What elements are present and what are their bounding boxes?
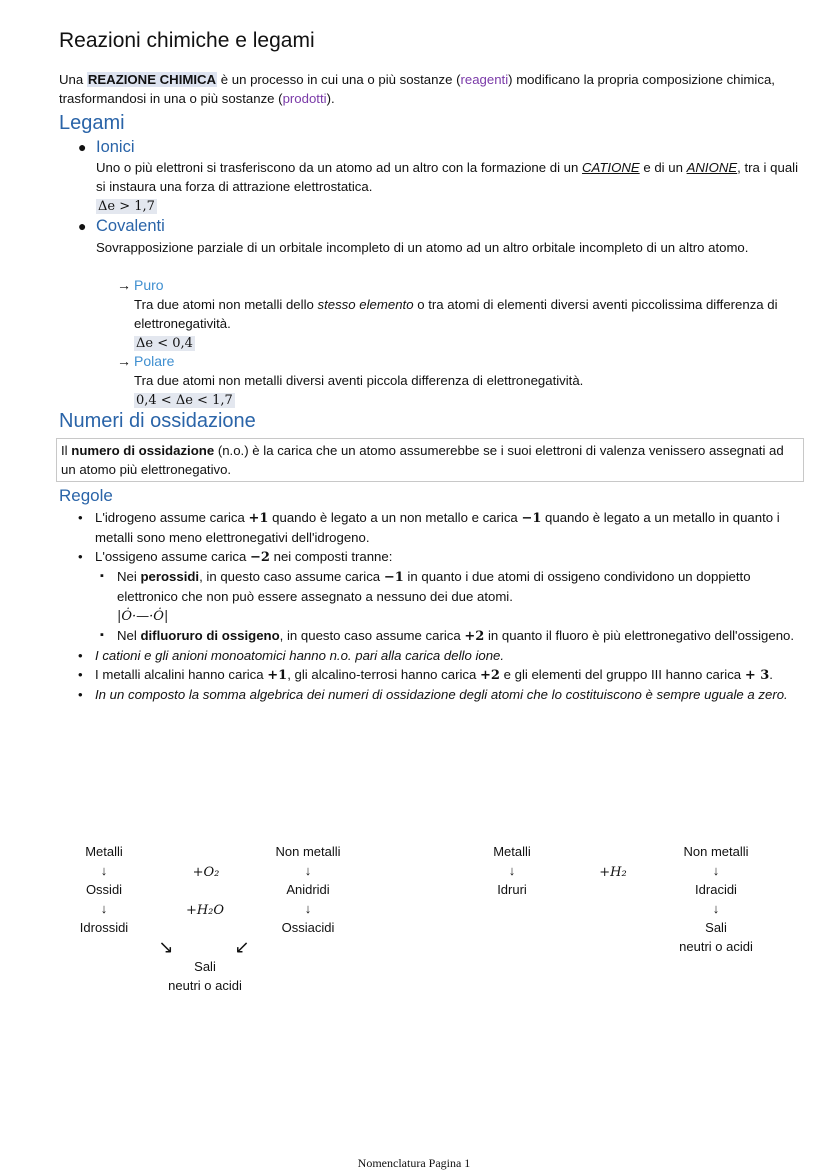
diagram2-idruri: Idruri: [497, 882, 527, 897]
stesso-elemento-term: stesso elemento: [317, 297, 414, 312]
rule-text: , in questo caso assume carica: [279, 628, 465, 643]
charge-value: +1: [267, 668, 288, 683]
square-bullet-icon: ▪: [100, 570, 104, 582]
arrow-down-left-icon: ↙: [234, 937, 250, 957]
square-bullet-icon: ▪: [100, 629, 104, 641]
diagram-plus-h2o: +H₂O: [185, 903, 225, 918]
diagram2-metalli: Metalli: [493, 844, 531, 859]
page-title: Reazioni chimiche e legami: [59, 29, 315, 52]
definition-text: (n.o.) è la carica che un atomo assumerebbe se i suoi elettroni di valenza venissero assegnati ad un atomo più elettronegativo.: [61, 443, 784, 477]
reagenti-term: reagenti: [460, 72, 509, 87]
diagram-anidridi: Anidridi: [286, 882, 330, 897]
arrow-down-right-icon: ↘: [158, 937, 174, 957]
diagram-nonmetalli: Non metalli: [275, 844, 341, 859]
rule-text: in quanto i due atomi di ossigeno condividono un doppietto elettronico che non può essere assegnato a nessuno dei due atomi.: [117, 569, 751, 604]
definition-box: [56, 438, 804, 482]
highlight-reazione-chimica: REAZIONE CHIMICA: [87, 72, 217, 87]
ionici-text: e di un: [639, 160, 687, 175]
rule-ioni: [78, 646, 798, 665]
bullet-dot-icon: •: [78, 687, 83, 702]
arrow-right-icon: →: [117, 277, 131, 293]
puro-formula-row: [134, 333, 784, 353]
puro-text: Tra due atomi non metalli dello: [134, 297, 318, 312]
charge-value: +2: [464, 629, 485, 644]
polare-description: Tra due atomi non metalli diversi aventi piccola differenza di elettronegatività.: [134, 373, 584, 388]
puro-text: o tra atomi di elementi diversi aventi piccolissima differenza di elettronegatività.: [134, 297, 778, 331]
rule-text: I metalli alcalini hanno carica: [95, 667, 268, 682]
ionici-text: , tra i quali si instaura una forza di attrazione elettrostatica.: [96, 160, 799, 194]
intro-paragraph: [59, 70, 799, 108]
definition-text: Il: [61, 443, 72, 458]
ionici-description: [96, 158, 802, 196]
charge-value: −1: [383, 570, 404, 585]
bullet-ionici-label: Ionici: [96, 138, 135, 156]
bullet-dot-icon: •: [78, 667, 83, 682]
heading-legami: Legami: [59, 112, 125, 134]
rule-idrogeno: [78, 508, 798, 547]
down-arrow-icon: ↓: [508, 863, 516, 878]
rule-text: Nei: [117, 569, 141, 584]
catione-term: CATIONE: [582, 160, 640, 175]
rule-text: In un composto la somma algebrica dei numeri di ossidazione degli atomi che lo costituiscono è sempre uguale a zero.: [95, 687, 788, 702]
rule-text: nei composti tranne:: [269, 549, 393, 564]
rule-text: , gli alcalino-terrosi hanno carica: [287, 667, 480, 682]
ionici-text: Uno o più elettroni si trasferiscono da un atomo ad un altro con la formazione di un: [96, 160, 583, 175]
rules-list: [78, 508, 798, 704]
page-footer: Nomenclatura Pagina 1: [357, 1156, 471, 1170]
puro-heading: [117, 276, 164, 295]
down-arrow-icon: ↓: [100, 863, 108, 878]
bullet-dot-icon: ●: [78, 218, 87, 234]
diagram-ossiacidi: Ossiacidi: [281, 920, 335, 935]
down-arrow-icon: ↓: [304, 901, 312, 916]
rule-text: quando è legato a un non metallo e carica: [268, 510, 522, 525]
perossido-formula: |Ȯ·—·Ȯ|: [117, 609, 169, 624]
bullet-dot-icon: •: [78, 510, 83, 525]
diagram2-neutri-acidi: neutri o acidi: [679, 939, 753, 954]
bullet-covalenti-label: Covalenti: [96, 217, 165, 235]
polare-label: Polare: [134, 353, 175, 369]
arrow-right-icon: →: [117, 353, 131, 369]
bullet-dot-icon: ●: [78, 139, 87, 155]
rule-text: , in questo caso assume carica: [199, 569, 384, 584]
heading-numeri-ossidazione: Numeri di ossidazione: [59, 410, 256, 432]
rule-text: e gli elementi del gruppo III hanno carica: [499, 667, 745, 682]
rule-ossigeno: [78, 547, 798, 567]
down-arrow-icon: ↓: [304, 863, 312, 878]
numero-ossidazione-term: numero di ossidazione: [71, 443, 215, 458]
rule-text: .: [769, 667, 773, 682]
polare-formula: 0,4 < Δe < 1,7: [136, 393, 233, 408]
charge-value: −1: [521, 511, 542, 526]
diagram-sali: Sali: [194, 959, 216, 974]
rule-text: L'idrogeno assume carica: [95, 510, 249, 525]
rule-text: I cationi e gli anioni monoatomici hanno n.o. pari alla carica dello ione.: [95, 648, 505, 663]
rule-text: L'ossigeno assume carica: [95, 549, 250, 564]
charge-value: −2: [250, 550, 270, 565]
prodotti-term: prodotti: [282, 91, 327, 106]
polare-heading: [117, 352, 174, 371]
charge-value: +2: [480, 668, 500, 683]
bullet-dot-icon: •: [78, 648, 83, 663]
intro-text: ).: [326, 91, 335, 106]
covalenti-description: Sovrapposizione parziale di un orbitale incompleto di un atomo ad un altro orbitale incompleto di un altro atomo.: [96, 240, 749, 255]
charge-value: +1: [248, 511, 269, 526]
ionici-formula-row: [96, 196, 802, 216]
rule-metalli: [78, 665, 798, 685]
puro-label: Puro: [134, 277, 164, 293]
intro-text: è un processo in cui una o più sostanze (: [217, 72, 461, 87]
rule-somma: [78, 685, 798, 704]
charge-value: + 3: [744, 668, 770, 683]
subrule-difluoruro: [100, 626, 798, 646]
diagram-neutri-acidi: neutri o acidi: [168, 978, 242, 993]
rule-text: Nel: [117, 628, 141, 643]
diagram2-nonmetalli: Non metalli: [683, 844, 749, 859]
diagram2-plus-h2: +H₂: [599, 865, 627, 880]
rule-text: quando è legato a un metallo in quanto i metalli sono meno elettronegativi dell'idrogeno.: [95, 510, 780, 545]
ionici-formula: Δe > 1,7: [98, 199, 155, 214]
difluoruro-term: difluoruro di ossigeno: [140, 628, 280, 643]
subrule-perossidi: [100, 567, 798, 626]
down-arrow-icon: ↓: [100, 901, 108, 916]
diagram-ossidi-label: Ossidi: [85, 882, 123, 897]
bullet-ionici: [78, 136, 135, 158]
down-arrow-icon: ↓: [712, 863, 720, 878]
diagram-plus-o2: +O₂: [192, 865, 220, 880]
rule-text: in quanto il fluoro è più elettronegativo dell'ossigeno.: [484, 628, 795, 643]
down-arrow-icon: ↓: [712, 901, 720, 916]
intro-text: Una: [59, 72, 87, 87]
bullet-dot-icon: •: [78, 549, 83, 564]
bullet-covalenti: [78, 215, 165, 237]
perossidi-term: perossidi: [140, 569, 200, 584]
puro-formula: Δe < 0,4: [136, 336, 193, 351]
diagram2-idracidi: Idracidi: [695, 882, 737, 897]
heading-regole: Regole: [59, 486, 113, 505]
intro-text: ) modificano la propria composizione chimica, trasformandosi in una o più sostanze (: [59, 72, 775, 106]
diagram2-sali: Sali: [705, 920, 727, 935]
diagram-idrossidi: Idrossidi: [79, 920, 129, 935]
polare-formula-row: [134, 390, 784, 410]
anione-term: ANIONE: [686, 160, 738, 175]
puro-description: [134, 295, 784, 333]
diagram-metalli: Metalli: [85, 844, 123, 859]
